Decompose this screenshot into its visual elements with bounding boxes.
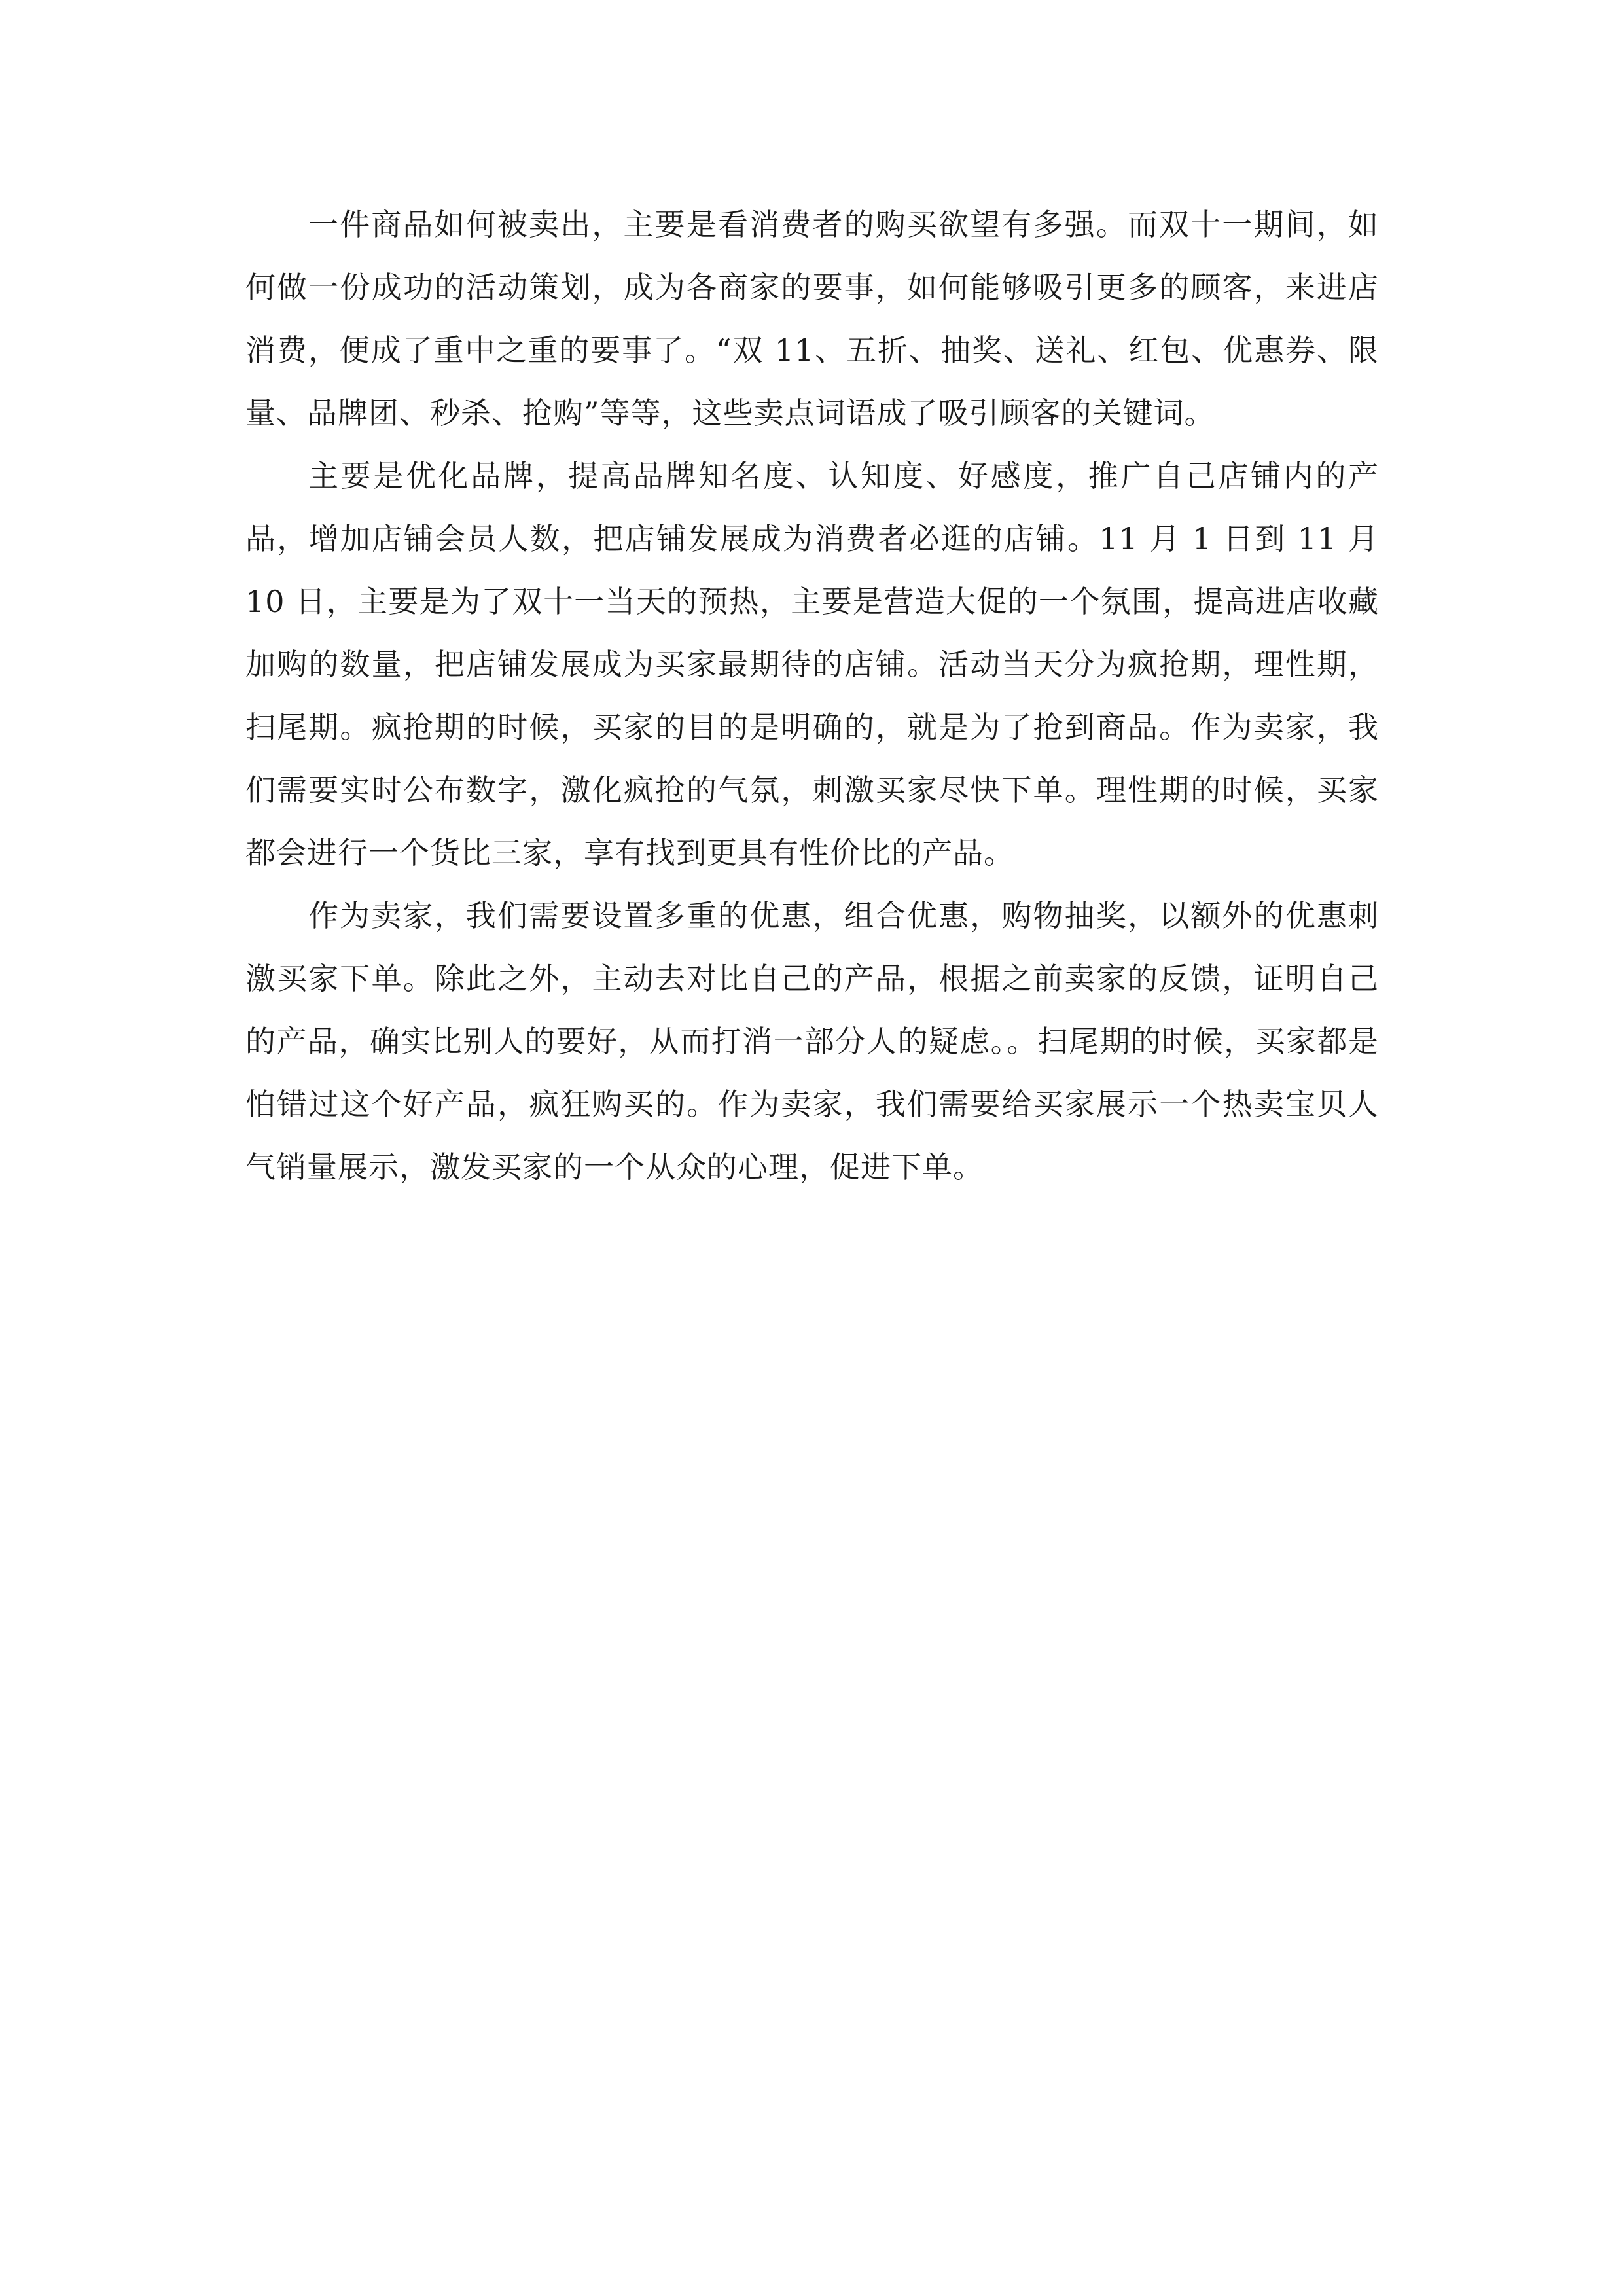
paragraph-2: 主要是优化品牌，提高品牌知名度、认知度、好感度，推广自己店铺内的产品，增加店铺会员人数，把店铺发展成为消费者必逛的店铺。11 月 1 日到 11 月 10 日，主要是为了双十一当天的预热，主要是营造大促的一个氛围，提高进店收藏加购的数量，把店铺发展成为买家最期待的店铺。活动当天分为疯抢期，理性期，扫尾期。疯抢期的时候，买家的目的是明确的，就是为了抢到商品。作为卖家，我们需要实时公布数字，激化疯抢的气氛，刺激买家尽快下单。理性期的时候，买家都会进行一个货比三家，享有找到更具有性价比的产品。 [245, 458, 1379, 870]
document-body [245, 193, 1379, 1198]
paragraph-3: 作为卖家，我们需要设置多重的优惠，组合优惠，购物抽奖，以额外的优惠刺激买家下单。除此之外，主动去对比自己的产品，根据之前卖家的反馈，证明自己的产品，确实比别人的要好，从而打消一部分人的疑虑。。扫尾期的时候，买家都是怕错过这个好产品，疯狂购买的。作为卖家，我们需要给买家展示一个热卖宝贝人气销量展示，激发买家的一个从众的心理，促进下单。 [245, 898, 1379, 1185]
paragraph-1: 一件商品如何被卖出，主要是看消费者的购买欲望有多强。而双十一期间，如何做一份成功的活动策划，成为各商家的要事，如何能够吸引更多的顾客，来进店消费，便成了重中之重的要事了。“双 11、五折、抽奖、送礼、红包、优惠券、限量、品牌团、秒杀、抢购”等等，这些卖点词语成了吸引顾客的关键词。 [245, 207, 1379, 431]
